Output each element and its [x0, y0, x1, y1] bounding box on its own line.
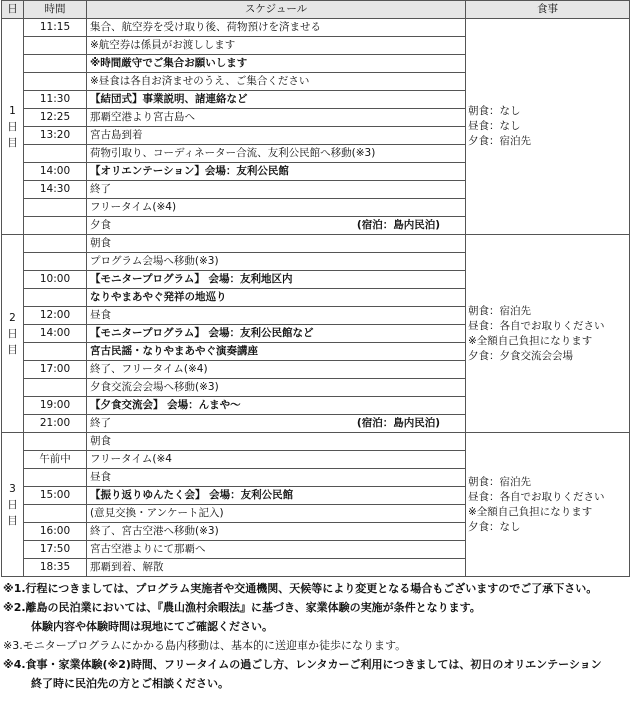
day-label: 1 日 目: [2, 19, 24, 235]
meal-line: ※全額自己負担になります: [468, 505, 593, 518]
meal-line: 朝食：宿泊先: [468, 475, 531, 488]
schedule-cell: 宮古空港よりにて那覇へ: [87, 541, 466, 559]
lodging-note: (宿泊：島内民泊): [356, 417, 440, 429]
schedule-cell: フリータイム(※4): [87, 199, 466, 217]
schedule-cell: 【振り返りゆんたく会】 会場：友利公民館: [87, 487, 466, 505]
meal-line: ※全額自己負担になります: [468, 334, 593, 347]
time-cell: [24, 37, 87, 55]
time-cell: 18:35: [24, 559, 87, 577]
schedule-cell: 【結団式】事業説明、諸連絡など: [87, 91, 466, 109]
day-label: 3 日 目: [2, 433, 24, 577]
day-label: 2 日 目: [2, 235, 24, 433]
footnote: ※3.モニタープログラムにかかる島内移動は、基本的に送迎車か徒歩になります。: [3, 639, 407, 652]
schedule-cell: 宮古島到着: [87, 127, 466, 145]
schedule-cell: 終了: [87, 181, 466, 199]
schedule-cell: 昼食: [87, 469, 466, 487]
schedule-cell: 【モニタープログラム】 会場：友利地区内: [87, 271, 466, 289]
schedule-cell: ※昼食は各自お済ませのうえ、ご集合ください: [87, 73, 466, 91]
time-cell: [24, 253, 87, 271]
time-cell: [24, 343, 87, 361]
time-cell: 11:30: [24, 91, 87, 109]
schedule-cell: なりやまあやぐ発祥の地巡り: [87, 289, 466, 307]
meal-line: 昼食：なし: [468, 120, 521, 132]
time-cell: 14:00: [24, 325, 87, 343]
schedule-cell: 那覇空港より宮古島へ: [87, 109, 466, 127]
time-cell: 12:00: [24, 307, 87, 325]
schedule-text: 終了: [90, 417, 111, 429]
time-cell: [24, 379, 87, 397]
schedule-cell: 荷物引取り、コーディネーター合流、友利公民館へ移動(※3): [87, 145, 466, 163]
time-cell: [24, 217, 87, 235]
schedule-cell: (意見交換・アンケート記入): [87, 505, 466, 523]
schedule-cell: 終了、フリータイム(※4): [87, 361, 466, 379]
time-cell: [24, 145, 87, 163]
meal-line: 夕食：夕食交流会会場: [468, 349, 573, 362]
time-cell: 14:00: [24, 163, 87, 181]
time-cell: [24, 289, 87, 307]
schedule-cell: 夕食交流会会場へ移動(※3): [87, 379, 466, 397]
table-header-row: [2, 1, 630, 19]
table-row: [2, 19, 630, 37]
footnote: 終了時に民泊先の方とご相談ください。: [31, 677, 229, 690]
time-cell: 10:00: [24, 271, 87, 289]
meal-line: 朝食：宿泊先: [468, 304, 531, 317]
time-cell: [24, 469, 87, 487]
time-cell: 14:30: [24, 181, 87, 199]
schedule-cell: [87, 217, 466, 235]
time-cell: [24, 235, 87, 253]
time-cell: 午前中: [24, 451, 87, 469]
time-cell: 17:00: [24, 361, 87, 379]
schedule-text: 夕食: [90, 219, 111, 231]
time-cell: 11:15: [24, 19, 87, 37]
schedule-cell: フリータイム(※4: [87, 451, 466, 469]
time-cell: [24, 199, 87, 217]
meal-line: 昼食：各自でお取りください: [468, 319, 605, 332]
lodging-note: (宿泊：島内民泊): [356, 219, 440, 231]
header-meal: 食事: [466, 1, 630, 19]
footnotes: [3, 579, 631, 693]
time-cell: 13:20: [24, 127, 87, 145]
schedule-cell: 朝食: [87, 433, 466, 451]
header-time: 時間: [24, 1, 87, 19]
meal-line: 夕食：なし: [468, 520, 521, 533]
schedule-cell: ※航空券は係員がお渡しします: [87, 37, 466, 55]
footnote: ※2.離島の民泊業においては、『農山漁村余暇法』に基づき、家業体験の実施が条件となります。: [3, 601, 481, 614]
meal-cell: [466, 235, 630, 433]
header-day: 日: [2, 1, 24, 19]
footnote: ※4.食事・家業体験(※2)時間、フリータイムの過ごし方、レンタカーご利用につきましては、初日のオリエンテーション: [3, 658, 602, 671]
time-cell: 15:00: [24, 487, 87, 505]
time-cell: 16:00: [24, 523, 87, 541]
schedule-table: [1, 0, 630, 577]
schedule-cell: 【モニタープログラム】 会場：友利公民館など: [87, 325, 466, 343]
meal-line: 昼食：各自でお取りください: [468, 490, 605, 503]
schedule-cell: 【オリエンテーション】会場：友利公民館: [87, 163, 466, 181]
schedule-cell: 昼食: [87, 307, 466, 325]
time-cell: [24, 55, 87, 73]
schedule-cell: 宮古民謡・なりやまあやぐ演奏講座: [87, 343, 466, 361]
schedule-cell: 朝食: [87, 235, 466, 253]
footnote: 体験内容や体験時間は現地にてご確認ください。: [31, 620, 273, 633]
time-cell: [24, 73, 87, 91]
table-row: [2, 433, 630, 451]
time-cell: 12:25: [24, 109, 87, 127]
header-schedule: スケジュール: [87, 1, 466, 19]
meal-line: 夕食：宿泊先: [468, 135, 531, 147]
meal-line: 朝食：なし: [468, 105, 521, 117]
schedule-cell: プログラム会場へ移動(※3): [87, 253, 466, 271]
schedule-cell: 終了、宮古空港へ移動(※3): [87, 523, 466, 541]
schedule-cell: 集合、航空券を受け取り後、荷物預けを済ませる: [87, 19, 466, 37]
schedule-cell: ※時間厳守でご集合お願いします: [87, 55, 466, 73]
time-cell: 21:00: [24, 415, 87, 433]
schedule-cell: [87, 415, 466, 433]
time-cell: 19:00: [24, 397, 87, 415]
meal-cell: [466, 433, 630, 577]
footnote: ※1.行程につきましては、プログラム実施者や交通機関、天候等により変更となる場合もございますのでご了承下さい。: [3, 582, 598, 595]
schedule-cell: 【夕食交流会】 会場：んまや～: [87, 397, 466, 415]
meal-cell: [466, 19, 630, 235]
time-cell: 17:50: [24, 541, 87, 559]
table-row: [2, 235, 630, 253]
time-cell: [24, 433, 87, 451]
time-cell: [24, 505, 87, 523]
schedule-cell: 那覇到着、解散: [87, 559, 466, 577]
